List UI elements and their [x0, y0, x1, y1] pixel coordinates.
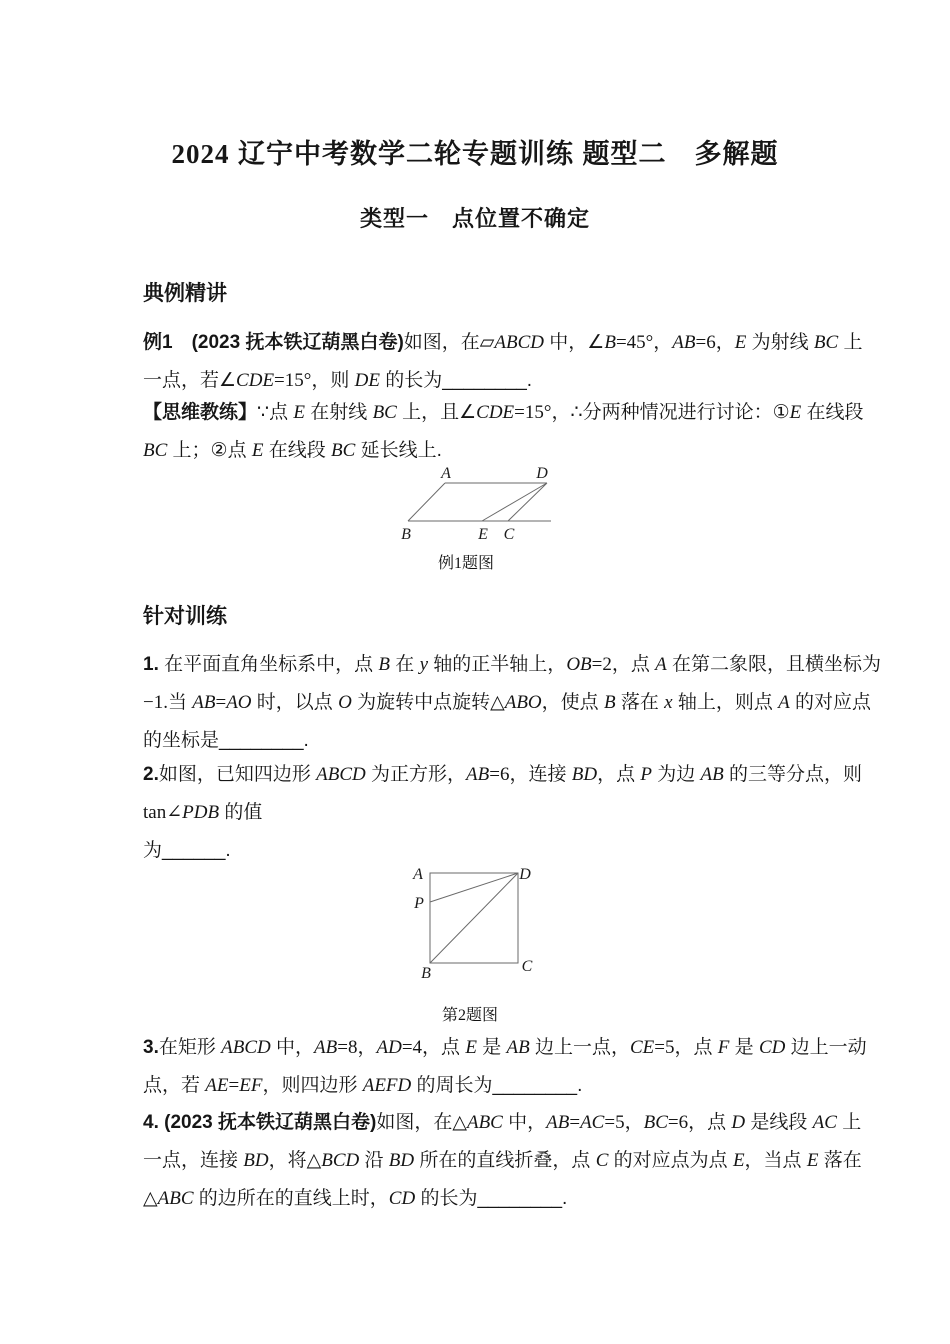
- example1-line-2: 一点，若∠CDE=15°，则 DE 的长为________.: [143, 370, 533, 391]
- coach-note-line-2: BC 上；②点 E 在线段 BC 延长线上.: [143, 440, 442, 461]
- parallelogram-lines: [408, 483, 551, 521]
- problem4-line-1: 4. (2023 抚本铁辽葫黑白卷)如图，在△ABC 中，AB=AC=5，BC=6，点 D 是线段 AC 上: [143, 1112, 862, 1133]
- section-header-practice: 针对训练: [143, 605, 227, 628]
- example1-paragraph: [143, 324, 863, 400]
- figure2-label-b: B: [421, 965, 431, 982]
- figure2-label-a: A: [413, 866, 423, 883]
- coach-note-line-1: 【思维教练】∵点 E 在射线 BC 上，且∠CDE=15°，∴分两种情况进行讨论：①E 在线段: [143, 402, 864, 423]
- figure2-label-c: C: [521, 958, 533, 975]
- problem2-line-2: tan∠PDB 的值: [143, 802, 263, 823]
- problem2-line-3: 为______.: [143, 840, 231, 861]
- square-lines: [430, 873, 518, 963]
- problem3-line-1: 3.在矩形 ABCD 中，AB=8，AD=4，点 E 是 AB 边上一点，CE=5，点 F 是 CD 边上一动: [143, 1037, 867, 1058]
- figure1-label-a: A: [441, 465, 451, 482]
- figure1-label-b: B: [401, 526, 411, 543]
- example1-line-1: 例1 (2023 抚本铁辽葫黑白卷)如图，在▱ABCD 中，∠B=45°，AB=6，E 为射线 BC 上: [143, 332, 863, 353]
- page-subtitle: 类型一 点位置不确定: [359, 206, 590, 231]
- page-title: 2024 辽宁中考数学二轮专题训练 题型二 多解题: [171, 139, 779, 169]
- problem3-paragraph: [143, 1029, 867, 1105]
- figure1-label-d: D: [536, 465, 548, 482]
- problem4-paragraph: [143, 1104, 862, 1218]
- problem2-paragraph: [143, 756, 863, 870]
- problem4-line-2: 一点，连接 BD，将△BCD 沿 BD 所在的直线折叠，点 C 的对应点为点 E，当点 E 落在: [143, 1150, 862, 1171]
- figure2-label-d: D: [519, 866, 531, 883]
- problem1-paragraph: [143, 646, 882, 760]
- figure-example1-parallelogram: [395, 465, 565, 547]
- problem1-line-3: 的坐标是________.: [143, 730, 309, 751]
- problem1-line-2: −1.当 AB=AO 时，以点 O 为旋转中点旋转△ABO，使点 B 落在 x 轴上，则点 A 的对应点: [143, 692, 871, 713]
- problem4-line-3: △ABC 的边所在的直线上时，CD 的长为________.: [143, 1188, 568, 1209]
- figure1-label-c: C: [503, 526, 515, 543]
- coach-note-paragraph: [143, 394, 864, 470]
- problem2-line-1: 2.如图，已知四边形 ABCD 为正方形，AB=6，连接 BD，点 P 为边 AB 的三等分点，则: [143, 764, 863, 785]
- figure1-label-e: E: [478, 526, 488, 543]
- problem1-line-1: 1. 在平面直角坐标系中，点 B 在 y 轴的正半轴上，OB=2，点 A 在第二象限，且横坐标为: [143, 654, 882, 675]
- problem3-line-2: 点，若 AE=EF，则四边形 AEFD 的周长为________.: [143, 1075, 583, 1096]
- figure1-caption: 例1题图: [437, 555, 494, 572]
- figure2-caption: 第2题图: [441, 1007, 498, 1024]
- section-header-example: 典例精讲: [143, 282, 227, 305]
- figure2-label-p: P: [414, 895, 424, 912]
- figure-problem2-square: [405, 862, 545, 986]
